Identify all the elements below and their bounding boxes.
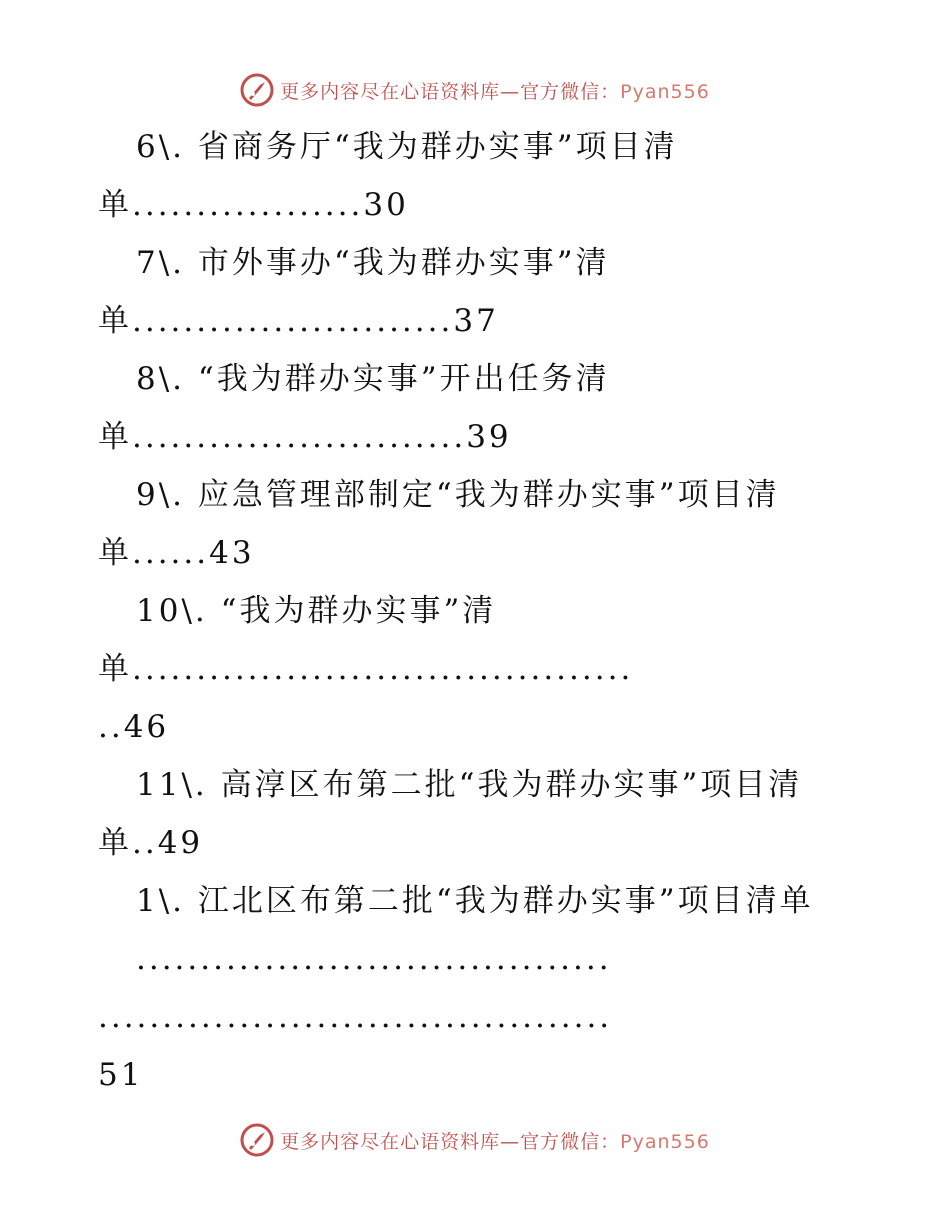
- toc-entry-leader: 单......43: [98, 535, 255, 571]
- toc-entry-title: 10\. “我为群办实事”清: [136, 593, 497, 629]
- toc-entry-title: 8\. “我为群办实事”开出任务清: [136, 361, 610, 397]
- toc-entry-1[interactable]: [98, 872, 858, 1104]
- toc-entry-title: 1\. 江北区布第二批“我为群办实事”项目清单: [136, 883, 814, 919]
- wechat-handle: Pyan556: [620, 1130, 710, 1153]
- toc-entry-9[interactable]: [98, 466, 858, 582]
- toc-entry-title: 11\. 高淳区布第二批“我为群办实事”项目清: [136, 767, 803, 803]
- banner-text: 更多内容尽在心语资料库—官方微信：Pyan556: [280, 1130, 710, 1153]
- table-of-contents: [98, 118, 858, 1104]
- toc-entry-10[interactable]: [98, 582, 858, 756]
- toc-entry-title: 6\. 省商务厅“我为群办实事”项目清: [136, 129, 678, 165]
- wechat-handle: Pyan556: [620, 80, 710, 103]
- banner-text: 更多内容尽在心语资料库—官方微信：Pyan556: [280, 80, 710, 103]
- toc-entry-8[interactable]: [98, 350, 858, 466]
- toc-entry-leader: 单.........................37: [98, 303, 499, 339]
- pen-nib-seal-icon: [240, 1123, 274, 1157]
- toc-entry-leader: ........................................: [98, 999, 613, 1035]
- toc-entry-page: ..46: [98, 709, 170, 745]
- pen-nib-seal-icon: [240, 73, 274, 107]
- toc-entry-title: 9\. 应急管理部制定“我为群办实事”项目清: [136, 477, 780, 513]
- toc-entry-leader: .....................................: [136, 941, 612, 977]
- toc-entry-title: 7\. 市外事办“我为群办实事”清: [136, 245, 610, 281]
- toc-entry-11[interactable]: [98, 756, 858, 872]
- toc-entry-page: 51: [98, 1057, 144, 1093]
- toc-entry-leader: 单..........................39: [98, 419, 512, 455]
- toc-entry-leader: 单..................30: [98, 187, 409, 223]
- footer-banner: [0, 1118, 950, 1162]
- toc-entry-leader: 单..49: [98, 825, 204, 861]
- header-banner: [0, 68, 950, 112]
- toc-entry-leader: 单.......................................: [98, 651, 634, 687]
- toc-entry-7[interactable]: [98, 234, 858, 350]
- toc-entry-6[interactable]: [98, 118, 858, 234]
